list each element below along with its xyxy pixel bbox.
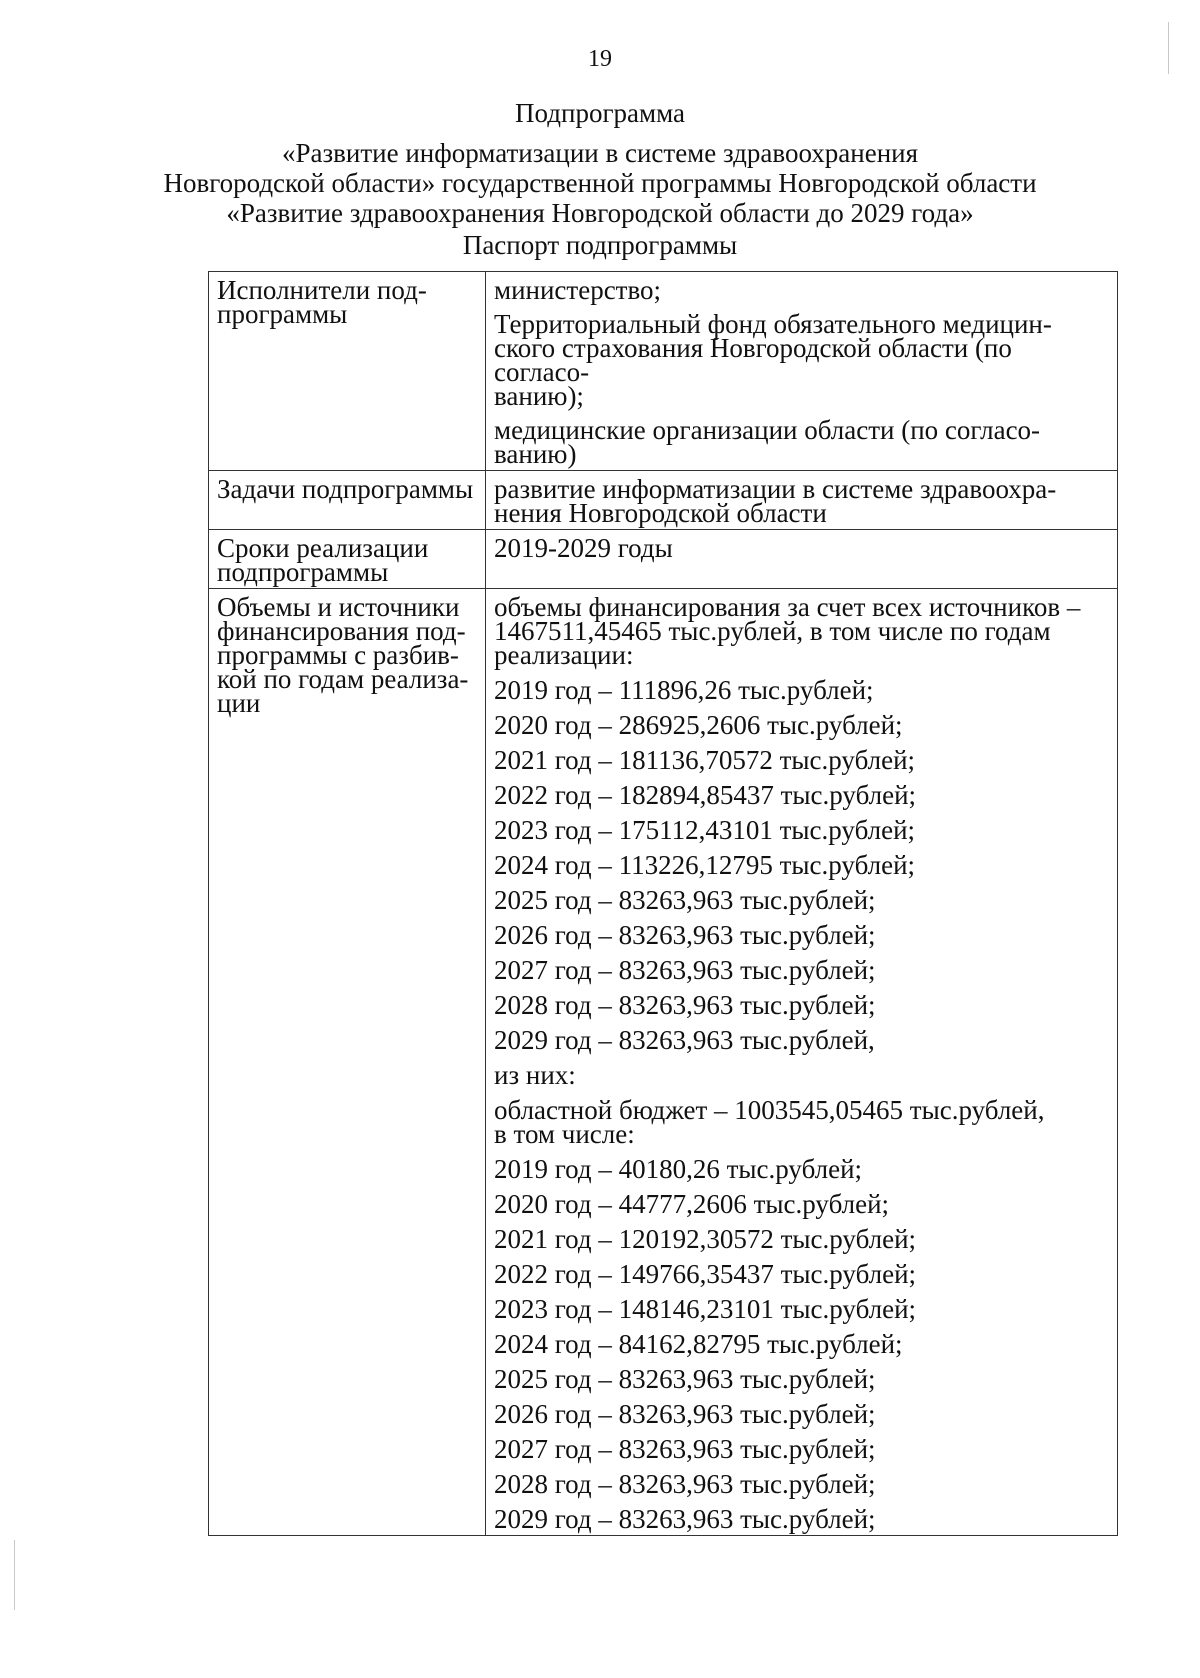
tasks-value: развитие информатизации в системе здравоохра- нения Новгородской области bbox=[494, 474, 1057, 528]
funding-year-line: 2027 год – 83263,963 тыс.рублей; bbox=[494, 955, 876, 985]
subprogram-title-line: «Развитие информатизации в системе здравоохранения bbox=[281, 138, 919, 168]
regional-year-line: 2019 год – 40180,26 тыс.рублей; bbox=[494, 1154, 863, 1184]
regional-year-line: 2022 год – 149766,35437 тыс.рублей; bbox=[494, 1259, 917, 1289]
row-label bbox=[209, 530, 486, 589]
subprogram-title-line: Новгородской области» государственной программы Новгородской области bbox=[163, 168, 1037, 198]
scan-edge-mark-bottom bbox=[14, 1540, 15, 1610]
regional-year-line: 2021 год – 120192,30572 тыс.рублей; bbox=[494, 1224, 917, 1254]
funding-year-line: 2026 год – 83263,963 тыс.рублей; bbox=[494, 920, 876, 950]
regional-year-line: 2028 год – 83263,963 тыс.рублей; bbox=[494, 1469, 876, 1499]
funding-label: Объемы и источники финансирования под- программы с разбив- кой по годам реализа- ции bbox=[217, 592, 469, 718]
table-row-terms bbox=[209, 530, 1118, 589]
regional-year-line: 2020 год – 44777,2606 тыс.рублей; bbox=[494, 1189, 890, 1219]
executors-label: Исполнители под- программы bbox=[217, 275, 427, 329]
terms-value: 2019-2029 годы bbox=[494, 533, 673, 563]
funding-year-line: 2021 год – 181136,70572 тыс.рублей; bbox=[494, 745, 916, 775]
terms-label: Сроки реализации подпрограммы bbox=[217, 533, 429, 587]
regional-year-line: 2023 год – 148146,23101 тыс.рублей; bbox=[494, 1294, 917, 1324]
regional-year-line: 2026 год – 83263,963 тыс.рублей; bbox=[494, 1399, 876, 1429]
funding-year-line: 2028 год – 83263,963 тыс.рублей; bbox=[494, 990, 876, 1020]
title-block bbox=[0, 98, 1200, 228]
executor-item: Территориальный фонд обязательного медицин- ского страхования Новгородской области (по согласо- ванию); bbox=[494, 309, 1052, 411]
row-value bbox=[486, 471, 1118, 530]
funding-year-line: 2024 год – 113226,12795 тыс.рублей; bbox=[494, 850, 916, 880]
funding-year-line: 2023 год – 175112,43101 тыс.рублей; bbox=[494, 815, 916, 845]
passport-heading: Паспорт подпрограммы bbox=[462, 230, 738, 260]
table-row-funding bbox=[209, 589, 1118, 1536]
funding-year-line: 2019 год – 111896,26 тыс.рублей; bbox=[494, 675, 874, 705]
tasks-label: Задачи подпрограммы bbox=[217, 474, 474, 504]
subprogram-heading: Подпрограмма bbox=[515, 98, 685, 128]
table-row-executors bbox=[209, 272, 1118, 471]
passport-table bbox=[208, 271, 1118, 1536]
executor-item: министерство; bbox=[494, 275, 662, 305]
funding-year-line: 2025 год – 83263,963 тыс.рублей; bbox=[494, 885, 876, 915]
regional-year-line: 2025 год – 83263,963 тыс.рублей; bbox=[494, 1364, 876, 1394]
of-them-label: из них: bbox=[494, 1060, 576, 1090]
table-row-tasks bbox=[209, 471, 1118, 530]
executor-item: медицинские организации области (по согласо- ванию) bbox=[494, 415, 1041, 469]
subprogram-title-line: «Развитие здравоохранения Новгородской области до 2029 года» bbox=[226, 198, 974, 228]
regional-year-line: 2027 год – 83263,963 тыс.рублей; bbox=[494, 1434, 876, 1464]
funding-intro: объемы финансирования за счет всех источников – 1467511,45465 тыс.рублей, в том числе по годам реализации: bbox=[494, 592, 1081, 670]
page-number: 19 bbox=[588, 46, 612, 72]
regional-year-line: 2029 год – 83263,963 тыс.рублей; bbox=[494, 1504, 876, 1534]
row-value bbox=[486, 530, 1118, 589]
funding-year-line: 2029 год – 83263,963 тыс.рублей, bbox=[494, 1025, 875, 1055]
row-label bbox=[209, 471, 486, 530]
regional-year-line: 2024 год – 84162,82795 тыс.рублей; bbox=[494, 1329, 903, 1359]
row-label bbox=[209, 272, 486, 471]
row-value bbox=[486, 272, 1118, 471]
regional-budget-total: областной бюджет – 1003545,05465 тыс.рублей, в том числе: bbox=[494, 1095, 1045, 1149]
row-value bbox=[486, 589, 1118, 1536]
funding-year-line: 2020 год – 286925,2606 тыс.рублей; bbox=[494, 710, 903, 740]
row-label bbox=[209, 589, 486, 1536]
funding-year-line: 2022 год – 182894,85437 тыс.рублей; bbox=[494, 780, 917, 810]
